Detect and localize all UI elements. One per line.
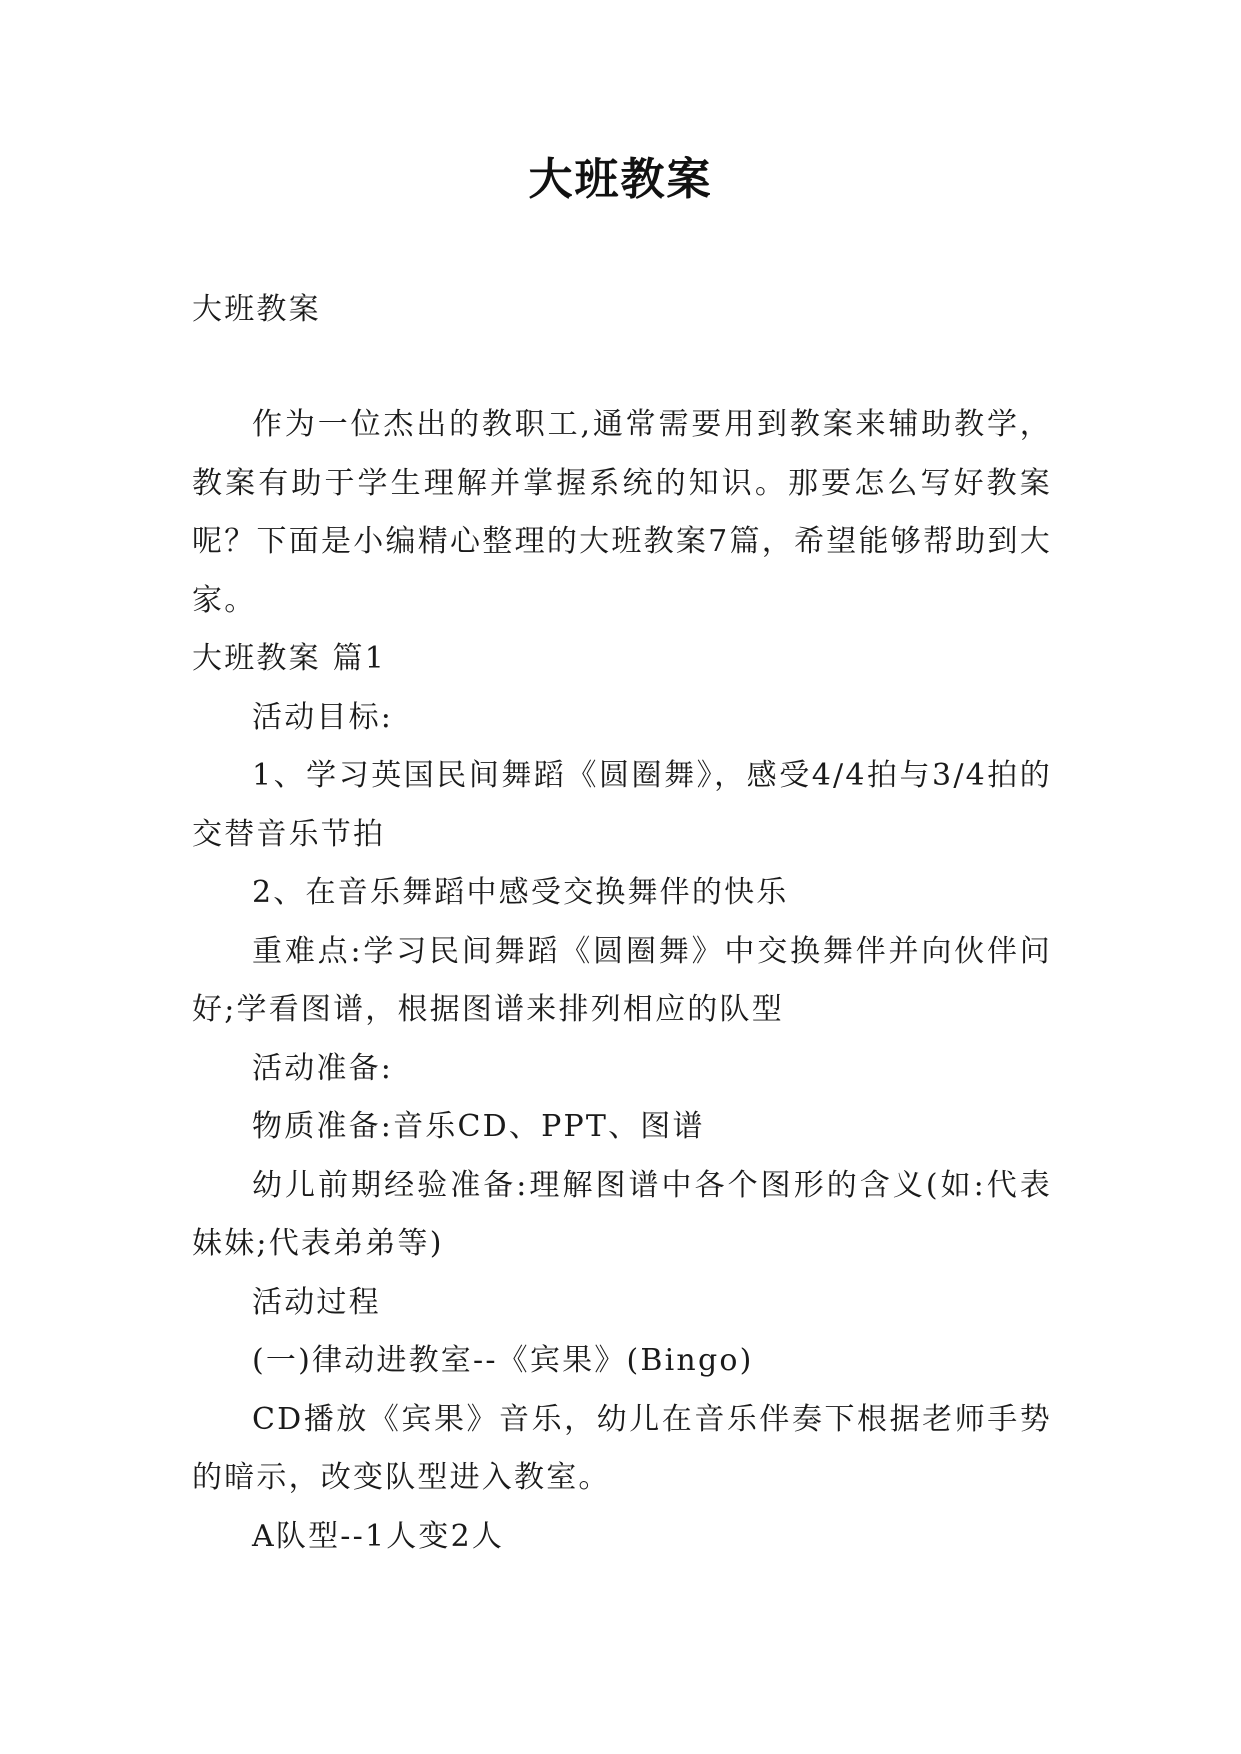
section-heading: 大班教案 篇1	[192, 641, 387, 676]
paragraph: 活动过程	[252, 1284, 381, 1320]
paragraph: 活动准备:	[252, 1050, 394, 1086]
paragraph: CD播放《宾果》音乐，幼儿在音乐伴奏下根据老师手势的暗示，改变队型进入教室。	[192, 1401, 1052, 1495]
paragraph-intro: 作为一位杰出的教职工,通常需要用到教案来辅助教学，教案有助于学生理解并掌握系统的知识。那要怎么写好教案呢？下面是小编精心整理的大班教案7篇，希望能够帮助到大家。	[192, 407, 1052, 618]
paragraph: 活动目标:	[252, 699, 394, 735]
paragraph: 重难点:学习民间舞蹈《圆圈舞》中交换舞伴并向伙伴问好;学看图谱，根据图谱来排列相应的队型	[192, 933, 1052, 1027]
document-body	[192, 290, 1052, 1566]
paragraph: A队型--1人变2人	[252, 1518, 505, 1554]
paragraph: 1、学习英国民间舞蹈《圆圈舞》，感受4/4拍与3/4拍的交替音乐节拍	[192, 758, 1052, 852]
paragraph: 物质准备:音乐CD、PPT、图谱	[252, 1109, 705, 1144]
document-subtitle: 大班教案	[192, 292, 321, 327]
paragraph: 2、在音乐舞蹈中感受交换舞伴的快乐	[252, 875, 789, 910]
paragraph: 幼儿前期经验准备:理解图谱中各个图形的含义(如:代表妹妹;代表弟弟等)	[192, 1167, 1052, 1261]
paragraph: (一)律动进教室--《宾果》(Bingo)	[252, 1343, 754, 1378]
document-title: 大班教案	[528, 154, 713, 205]
